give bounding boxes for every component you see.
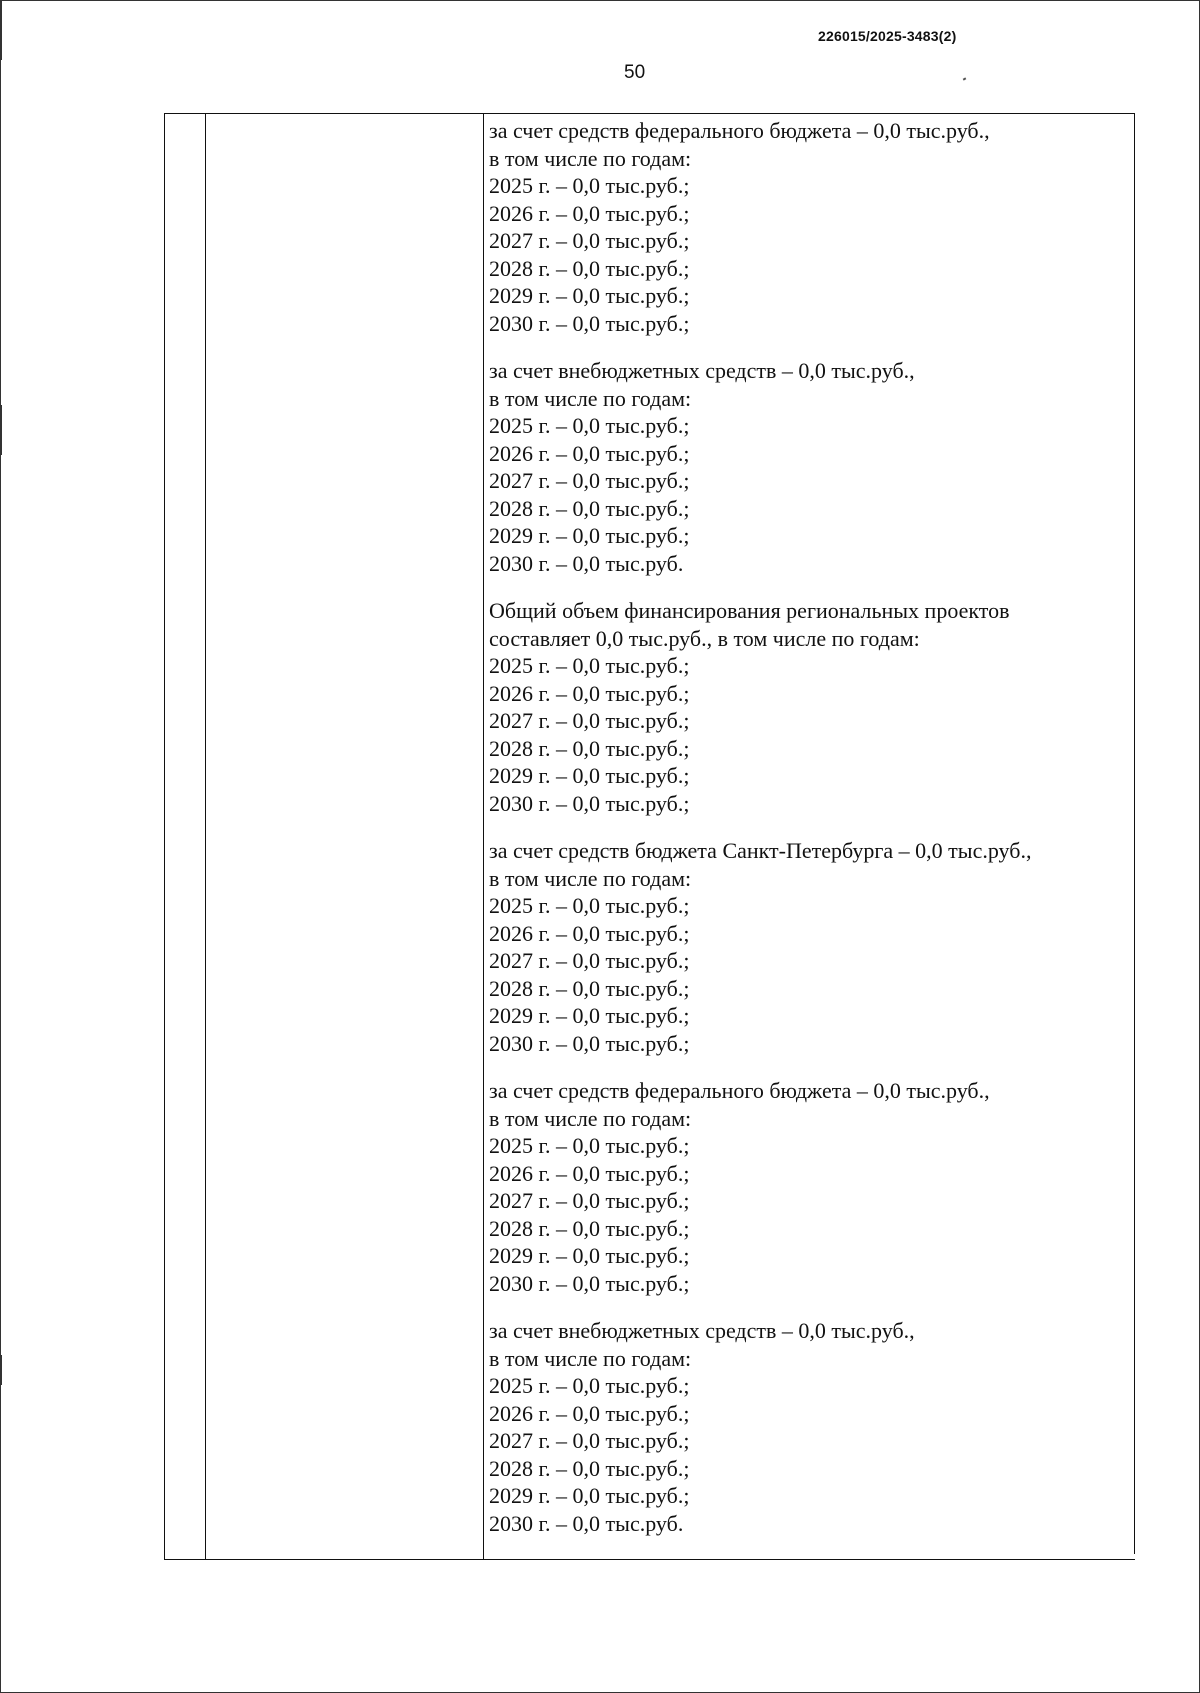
text-line: 2026 г. – 0,0 тыс.руб.; (489, 680, 690, 706)
text-line: составляет 0,0 тыс.руб., в том числе по годам: (489, 625, 920, 651)
text-line: 2026 г. – 0,0 тыс.руб.; (489, 920, 690, 946)
text-line: 2025 г. – 0,0 тыс.руб.; (489, 1133, 690, 1158)
table-column-divider (205, 114, 206, 1559)
text-line: за счет средств федерального бюджета – 0,0 тыс.руб., (489, 118, 990, 143)
text-line: 2026 г. – 0,0 тыс.руб.; (489, 1160, 690, 1186)
table-column-divider (483, 114, 484, 1559)
text-line: 2029 г. – 0,0 тыс.руб.; (489, 283, 690, 308)
text-line: 2030 г. – 0,0 тыс.руб.; (489, 790, 690, 816)
funding-block (489, 117, 1129, 337)
text-line: 2029 г. – 0,0 тыс.руб.; (489, 1003, 690, 1028)
text-line: за счет средств федерального бюджета – 0,0 тыс.руб., (489, 1078, 990, 1103)
text-line: 2029 г. – 0,0 тыс.руб.; (489, 763, 690, 788)
text-line: 2030 г. – 0,0 тыс.руб.; (489, 310, 690, 336)
text-line: 2025 г. – 0,0 тыс.руб.; (489, 173, 690, 198)
text-line: 2028 г. – 0,0 тыс.руб.; (489, 1455, 690, 1481)
text-line: 2028 г. – 0,0 тыс.руб.; (489, 255, 690, 281)
funding-block (489, 357, 1129, 577)
text-line: 2027 г. – 0,0 тыс.руб.; (489, 228, 690, 253)
funding-block (489, 1317, 1129, 1537)
text-line: 2025 г. – 0,0 тыс.руб.; (489, 893, 690, 918)
text-line: Общий объем финансирования региональных проектов (489, 598, 1010, 623)
scan-edge-mark (0, 0, 2, 60)
funding-block (489, 1077, 1129, 1297)
financing-text-cell (489, 117, 1129, 1557)
text-line: 2026 г. – 0,0 тыс.руб.; (489, 1400, 690, 1426)
text-line: в том числе по годам: (489, 1345, 692, 1371)
funding-block (489, 837, 1129, 1057)
text-line: 2030 г. – 0,0 тыс.руб. (489, 1510, 684, 1536)
text-line: за счет внебюджетных средств – 0,0 тыс.руб., (489, 358, 915, 383)
text-line: 2025 г. – 0,0 тыс.руб.; (489, 413, 690, 438)
text-line: за счет внебюджетных средств – 0,0 тыс.руб., (489, 1318, 915, 1343)
text-line: в том числе по годам: (489, 145, 692, 171)
text-line: 2028 г. – 0,0 тыс.руб.; (489, 975, 690, 1001)
text-line: в том числе по годам: (489, 385, 692, 411)
document-registration-number: 226015/2025-3483(2) (818, 28, 957, 44)
funding-block (489, 597, 1129, 817)
text-line: 2027 г. – 0,0 тыс.руб.; (489, 1428, 690, 1453)
table-right-border (1134, 114, 1135, 1554)
page-number: 50 (624, 62, 646, 83)
text-line: 2027 г. – 0,0 тыс.руб.; (489, 948, 690, 973)
text-line: 2025 г. – 0,0 тыс.руб.; (489, 653, 690, 678)
text-line: 2027 г. – 0,0 тыс.руб.; (489, 708, 690, 733)
text-line: 2029 г. – 0,0 тыс.руб.; (489, 1243, 690, 1268)
text-line: 2029 г. – 0,0 тыс.руб.; (489, 523, 690, 548)
text-line: 2028 г. – 0,0 тыс.руб.; (489, 1215, 690, 1241)
text-line: за счет средств бюджета Санкт-Петербурга – 0,0 тыс.руб., (489, 838, 1032, 863)
text-line: 2028 г. – 0,0 тыс.руб.; (489, 735, 690, 761)
text-line: в том числе по годам: (489, 865, 692, 891)
text-line: 2027 г. – 0,0 тыс.руб.; (489, 468, 690, 493)
text-line: 2028 г. – 0,0 тыс.руб.; (489, 495, 690, 521)
text-line: 2029 г. – 0,0 тыс.руб.; (489, 1483, 690, 1508)
text-line: в том числе по годам: (489, 1105, 692, 1131)
scan-edge-mark (0, 405, 2, 455)
text-line: 2026 г. – 0,0 тыс.руб.; (489, 440, 690, 466)
text-line: 2030 г. – 0,0 тыс.руб.; (489, 1030, 690, 1056)
scan-edge-mark (0, 1355, 2, 1385)
text-line: 2030 г. – 0,0 тыс.руб. (489, 550, 684, 576)
text-line: 2030 г. – 0,0 тыс.руб.; (489, 1270, 690, 1296)
text-line: 2025 г. – 0,0 тыс.руб.; (489, 1373, 690, 1398)
text-line: 2027 г. – 0,0 тыс.руб.; (489, 1188, 690, 1213)
text-line: 2026 г. – 0,0 тыс.руб.; (489, 200, 690, 226)
